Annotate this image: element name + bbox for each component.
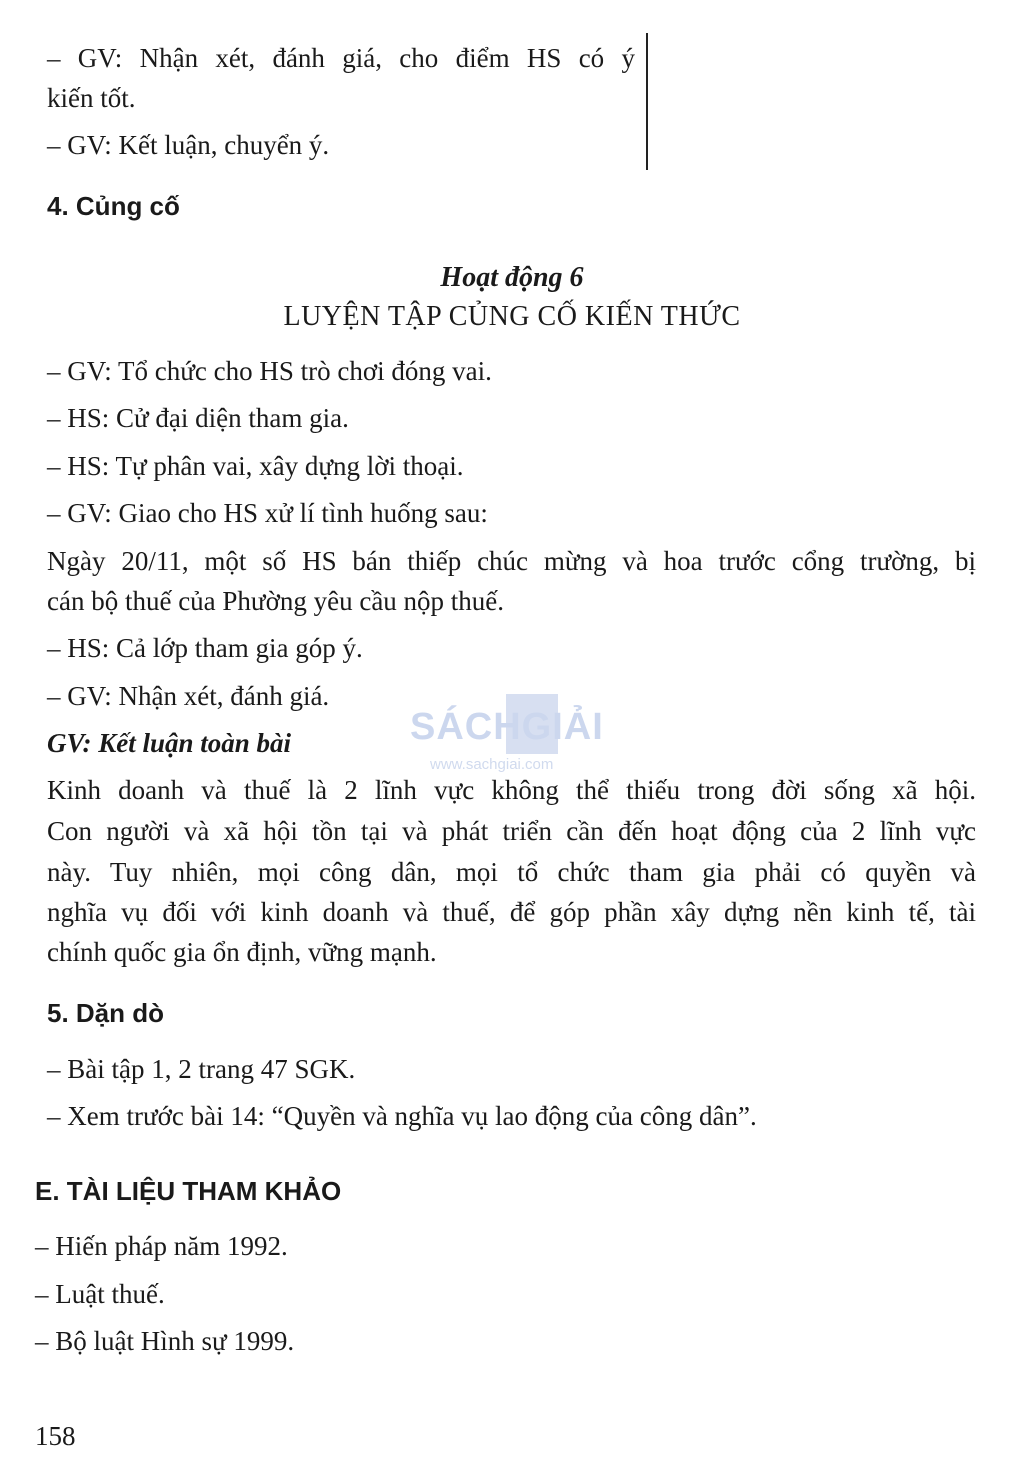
situation-text: Ngày 20/11, một số HS bán thiếp chúc mừng và hoa trước cổng trường, bị	[47, 546, 976, 576]
conclusion-line: Kinh doanh và thuế là 2 lĩnh vực không thể thiếu trong đời sống xã hội.	[47, 775, 976, 805]
conclusion-line: Con người và xã hội tồn tại và phát triển cần đến hoạt động của 2 lĩnh vực	[47, 816, 976, 846]
conclusion-line: nghĩa vụ đối với kinh doanh và thuế, để góp phần xây dựng nền kinh tế, tài	[47, 897, 976, 927]
list-item: – HS: Cả lớp tham gia góp ý.	[47, 633, 363, 663]
column-divider	[646, 33, 648, 170]
list-item: – HS: Cử đại diện tham gia.	[47, 403, 349, 433]
watermark-url: www.sachgiai.com	[430, 756, 554, 773]
section-heading-cung-co: 4. Củng cố	[47, 191, 180, 221]
text-line: – GV: Nhận xét, đánh giá, cho điểm HS có ý	[47, 43, 635, 73]
conclusion-line: này. Tuy nhiên, mọi công dân, mọi tổ chức tham gia phải có quyền và	[47, 857, 976, 887]
section-heading-references: E. TÀI LIỆU THAM KHẢO	[35, 1176, 342, 1206]
reference-item: – Bộ luật Hình sự 1999.	[35, 1326, 295, 1356]
reference-item: – Luật thuế.	[35, 1279, 165, 1309]
text-line: – GV: Kết luận, chuyển ý.	[47, 130, 330, 160]
activity-title: Hoạt động 6	[440, 262, 584, 293]
conclusion-heading: GV: Kết luận toàn bài	[47, 728, 292, 758]
activity-subtitle: LUYỆN TẬP CỦNG CỐ KIẾN THỨC	[283, 301, 741, 332]
list-item: – GV: Nhận xét, đánh giá.	[47, 681, 330, 711]
list-item: – Xem trước bài 14: “Quyền và nghĩa vụ lao động của công dân”.	[47, 1101, 757, 1131]
watermark-logo	[410, 690, 620, 780]
page-number: 158	[35, 1421, 76, 1451]
text-line: kiến tốt.	[47, 83, 136, 113]
reference-item: – Hiến pháp năm 1992.	[35, 1231, 288, 1261]
list-item: – HS: Tự phân vai, xây dựng lời thoại.	[47, 451, 464, 481]
list-item: – Bài tập 1, 2 trang 47 SGK.	[47, 1054, 356, 1084]
watermark-brand: SÁCHGIẢI	[410, 706, 604, 748]
watermark-mark	[506, 694, 558, 754]
situation-text: cán bộ thuế của Phường yêu cầu nộp thuế.	[47, 586, 505, 616]
list-item: – GV: Tổ chức cho HS trò chơi đóng vai.	[47, 356, 492, 386]
conclusion-line: chính quốc gia ổn định, vững mạnh.	[47, 937, 437, 967]
section-heading-dan-do: 5. Dặn dò	[47, 998, 165, 1028]
list-item: – GV: Giao cho HS xử lí tình huống sau:	[47, 498, 488, 528]
